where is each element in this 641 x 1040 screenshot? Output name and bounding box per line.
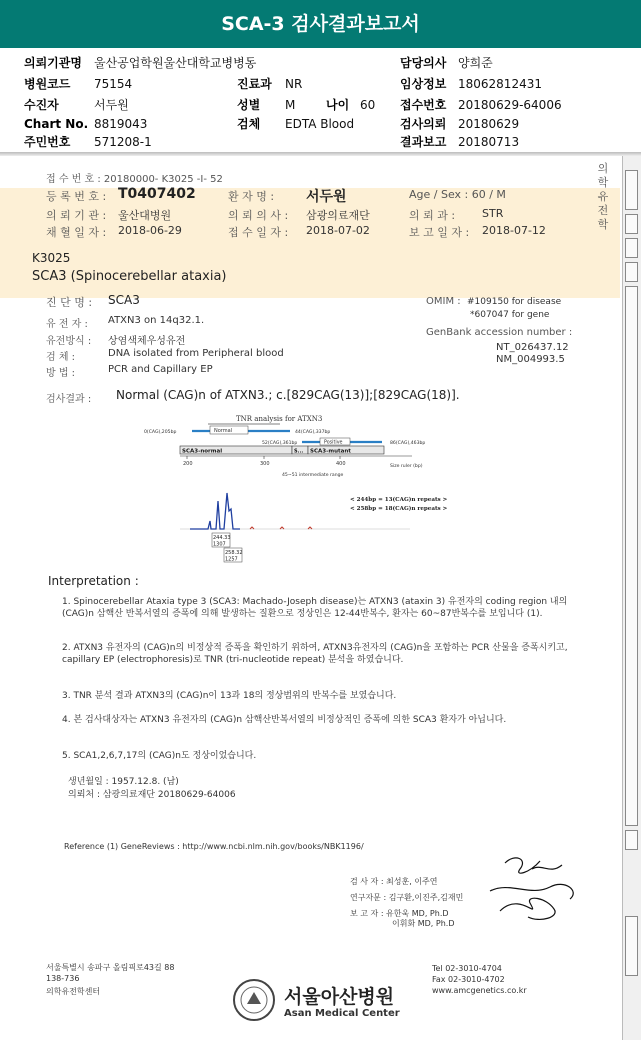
header-label: 담당의사	[400, 56, 447, 70]
header-value: 양희준	[458, 56, 493, 70]
header-value: 20180629-64006	[458, 98, 562, 112]
method-label: 방 법 :	[46, 368, 76, 379]
header-value: 571208-1	[94, 135, 152, 149]
collect-label: 채 혈 일 자 :	[46, 226, 107, 239]
doctor-value: 삼광의료재단	[306, 209, 370, 222]
header-label: 의뢰기관명	[24, 56, 82, 70]
scroll-segment[interactable]	[625, 916, 638, 976]
scroll-segment[interactable]	[625, 170, 638, 210]
receipt-number: 접 수 번 호 : 20180000- K3025 -I- 52	[46, 174, 223, 185]
omim-gene: *607047 for gene	[470, 310, 550, 320]
header-value: 서두원	[94, 98, 129, 112]
dept-value: STR	[482, 207, 504, 220]
gene-label: 유 전 자 :	[46, 319, 88, 330]
peak-trace	[190, 493, 240, 529]
test-code: K3025	[32, 251, 71, 265]
peak2-height: 1257	[225, 556, 238, 563]
scroll-segment[interactable]	[625, 262, 638, 282]
scroll-thumb[interactable]	[625, 286, 638, 826]
interpretation-item-4: 4. 본 검사대상자는 ATXN3 유전자의 (CAG)n 삼핵산반복서열의 비정상적인 증폭에 의한 SCA3 환자가 아닙니다.	[62, 715, 507, 725]
method-value: PCR and Capillary EP	[108, 364, 213, 375]
header-label: 성별	[237, 98, 261, 112]
header-value: M	[285, 98, 296, 112]
examiner: 검 사 자 : 최성훈, 이주연	[350, 877, 438, 886]
size-ruler-label: Size ruler (bp)	[390, 464, 423, 469]
header-label: 검사의뢰	[400, 117, 447, 131]
header-value: 20180713	[458, 135, 520, 149]
gene-value: ATXN3 on 14q32.1.	[108, 315, 205, 326]
header-label: 주민번호	[24, 135, 71, 149]
hospital-name-ko: 서울아산병원	[284, 986, 395, 1008]
header-label: 임상정보	[400, 77, 447, 91]
genbank-nt: NT_026437.12	[496, 342, 569, 353]
header-value: EDTA Blood	[285, 117, 355, 131]
intermediate-bar-label: S...	[294, 448, 304, 455]
scroll-segment[interactable]	[625, 214, 638, 234]
legend-line-2: < 258bp = 18(CAG)n repeats >	[350, 506, 448, 512]
patient-label: 환 자 명 :	[228, 190, 275, 203]
address-line-2: 138-736	[46, 974, 80, 983]
fax: Fax 02-3010-4702	[432, 975, 505, 984]
reporter: 보 고 자 : 유한욱 MD, Ph.D	[350, 909, 449, 918]
collect-value: 2018-06-29	[118, 224, 182, 237]
hospital-name-en: Asan Medical Center	[284, 1008, 400, 1019]
reg-value: T0407402	[118, 186, 196, 202]
referrer: 의뢰처 : 삼광의료재단 20180629-64006	[68, 790, 236, 800]
peak1-size: 244.33	[213, 535, 231, 541]
mutant-lower-label: 52(CAG),361bp	[262, 441, 298, 446]
doctor-label: 의 뢰 의 사 :	[228, 209, 289, 222]
interpretation-item-3: 3. TNR 분석 결과 ATXN3의 (CAG)n이 13과 18의 정상범위의 반복수를 보였습니다.	[62, 691, 397, 701]
tick-200: 200	[183, 461, 193, 467]
normal-bar-label: SCA3-normal	[182, 448, 223, 455]
signature-image	[470, 851, 590, 931]
report-title: SCA-3 검사결과보고서	[0, 0, 641, 48]
header-value: 75154	[94, 77, 133, 91]
website: www.amcgenetics.co.kr	[432, 986, 527, 995]
receive-value: 2018-07-02	[306, 224, 370, 237]
omim-disease: #109150 for disease	[467, 297, 562, 307]
inst-value: 울산대병원	[118, 209, 172, 222]
scroll-segment[interactable]	[625, 238, 638, 258]
normal-upper-label: 44(CAG),337bp	[295, 430, 331, 435]
legend-line-1: < 244bp = 13(CAG)n repeats >	[350, 497, 448, 503]
research-advisors: 연구자문 : 김구환,이진주,김재민	[350, 893, 464, 902]
mutant-upper-label: 86(CAG),463bp	[390, 441, 426, 446]
receive-label: 접 수 일 자 :	[228, 226, 289, 239]
test-name: SCA3 (Spinocerebellar ataxia)	[32, 269, 227, 284]
header-value: 60	[360, 98, 376, 112]
vertical-scrollbar[interactable]	[622, 156, 641, 1040]
diagram-title: TNR analysis for ATXN3	[236, 415, 323, 423]
inherit-label: 유전방식 :	[46, 336, 92, 347]
specimen-value: DNA isolated from Peripheral blood	[108, 348, 284, 359]
interpretation-title: Interpretation :	[48, 574, 139, 588]
header-label: 나이	[326, 98, 350, 112]
scanned-document[interactable]	[0, 156, 620, 1040]
report-header	[0, 48, 641, 152]
peak1-height: 1307	[213, 541, 226, 548]
positive-label: Positive	[324, 440, 343, 446]
asan-foundation-seal-icon	[232, 978, 276, 1022]
header-label: 접수번호	[400, 98, 447, 112]
dx-label: 진 단 명 :	[46, 296, 93, 309]
result-value: Normal (CAG)n of ATXN3.; c.[829CAG(13)];[829CAG(18)].	[116, 388, 460, 402]
inst-label: 의 뢰 기 관 :	[46, 209, 107, 222]
peak2-size: 258.32	[225, 550, 243, 556]
header-value: 8819043	[94, 117, 148, 131]
interpretation-item-5: 5. SCA1,2,6,7,17의 (CAG)n도 정상이었습니다.	[62, 751, 257, 761]
patient-value: 서두원	[306, 189, 347, 205]
header-label: 결과보고	[400, 135, 447, 149]
reg-label: 등 록 번 호 :	[46, 190, 107, 203]
report-label: 보 고 일 자 :	[409, 226, 470, 239]
header-label: 수진자	[24, 98, 59, 112]
intermediate-label: 45~51 intermediate range	[282, 473, 344, 478]
report-value: 2018-07-12	[482, 224, 546, 237]
header-value: 울산공업학원울산대학교병병동	[94, 56, 257, 70]
scroll-segment[interactable]	[625, 830, 638, 850]
tick-400: 400	[336, 461, 346, 467]
header-value: 18062812431	[458, 77, 542, 91]
tnr-diagram	[144, 412, 450, 486]
dx-value: SCA3	[108, 293, 140, 307]
side-label: 의 학 유 전 학	[597, 162, 609, 231]
normal-lower-label: 0(CAG),205bp	[144, 430, 177, 435]
result-label: 검사결과 :	[46, 394, 92, 405]
interpretation-item-2: 2. ATXN3 유전자의 (CAG)n의 비정상적 증폭을 확인하기 위하여, ATXN3유전자의 (CAG)n을 포함하는 PCR 산물을 증폭시키고, capillary EP (electrophoresis)로 TNR (tri-nucleotide repeat) 분석을 하였습니다.	[62, 643, 568, 665]
genbank-label: GenBank accession number :	[426, 327, 573, 338]
electropherogram	[180, 491, 480, 569]
address-line-3: 의학유전학센터	[46, 987, 101, 996]
telephone: Tel 02-3010-4704	[432, 964, 502, 973]
interpretation-item-1: 1. Spinocerebellar Ataxia type 3 (SCA3: Machado-Joseph disease)는 ATXN3 (ataxin 3) 유전자의 coding region 내의 (CAG)n 삼핵산 반복서열의 증폭에 의해 발생하는 질환으로 정상인은 12-44반복수, 환자는 60~87반복수를 보입니다 (1).	[62, 597, 568, 619]
normal-label: Normal	[214, 428, 233, 434]
specimen-label: 검 체 :	[46, 352, 76, 363]
header-value: 20180629	[458, 117, 520, 131]
address-line-1: 서울특별시 송파구 올림픽로43길 88	[46, 963, 175, 972]
mutant-bar-label: SCA3-mutant	[310, 448, 351, 455]
header-label: 검체	[237, 117, 261, 131]
inherit-value: 상염색체우성유전	[108, 336, 186, 347]
header-label: 병원코드	[24, 77, 71, 91]
header-label: 진료과	[237, 77, 272, 91]
header-value: NR	[285, 77, 303, 91]
reporter-2: 이휘화 MD, Ph.D	[392, 919, 455, 928]
tick-300: 300	[260, 461, 270, 467]
genbank-nm: NM_004993.5	[496, 354, 565, 365]
omim-label: OMIM :	[426, 296, 461, 307]
dept-label: 의 뢰 과 :	[409, 209, 456, 222]
header-label: Chart No.	[24, 117, 89, 131]
birth-date: 생년월일 : 1957.12.8. (남)	[68, 777, 179, 787]
age-sex: Age / Sex : 60 / M	[409, 188, 506, 201]
reference: Reference (1) GeneReviews : http://www.ncbi.nlm.nih.gov/books/NBK1196/	[64, 842, 364, 851]
